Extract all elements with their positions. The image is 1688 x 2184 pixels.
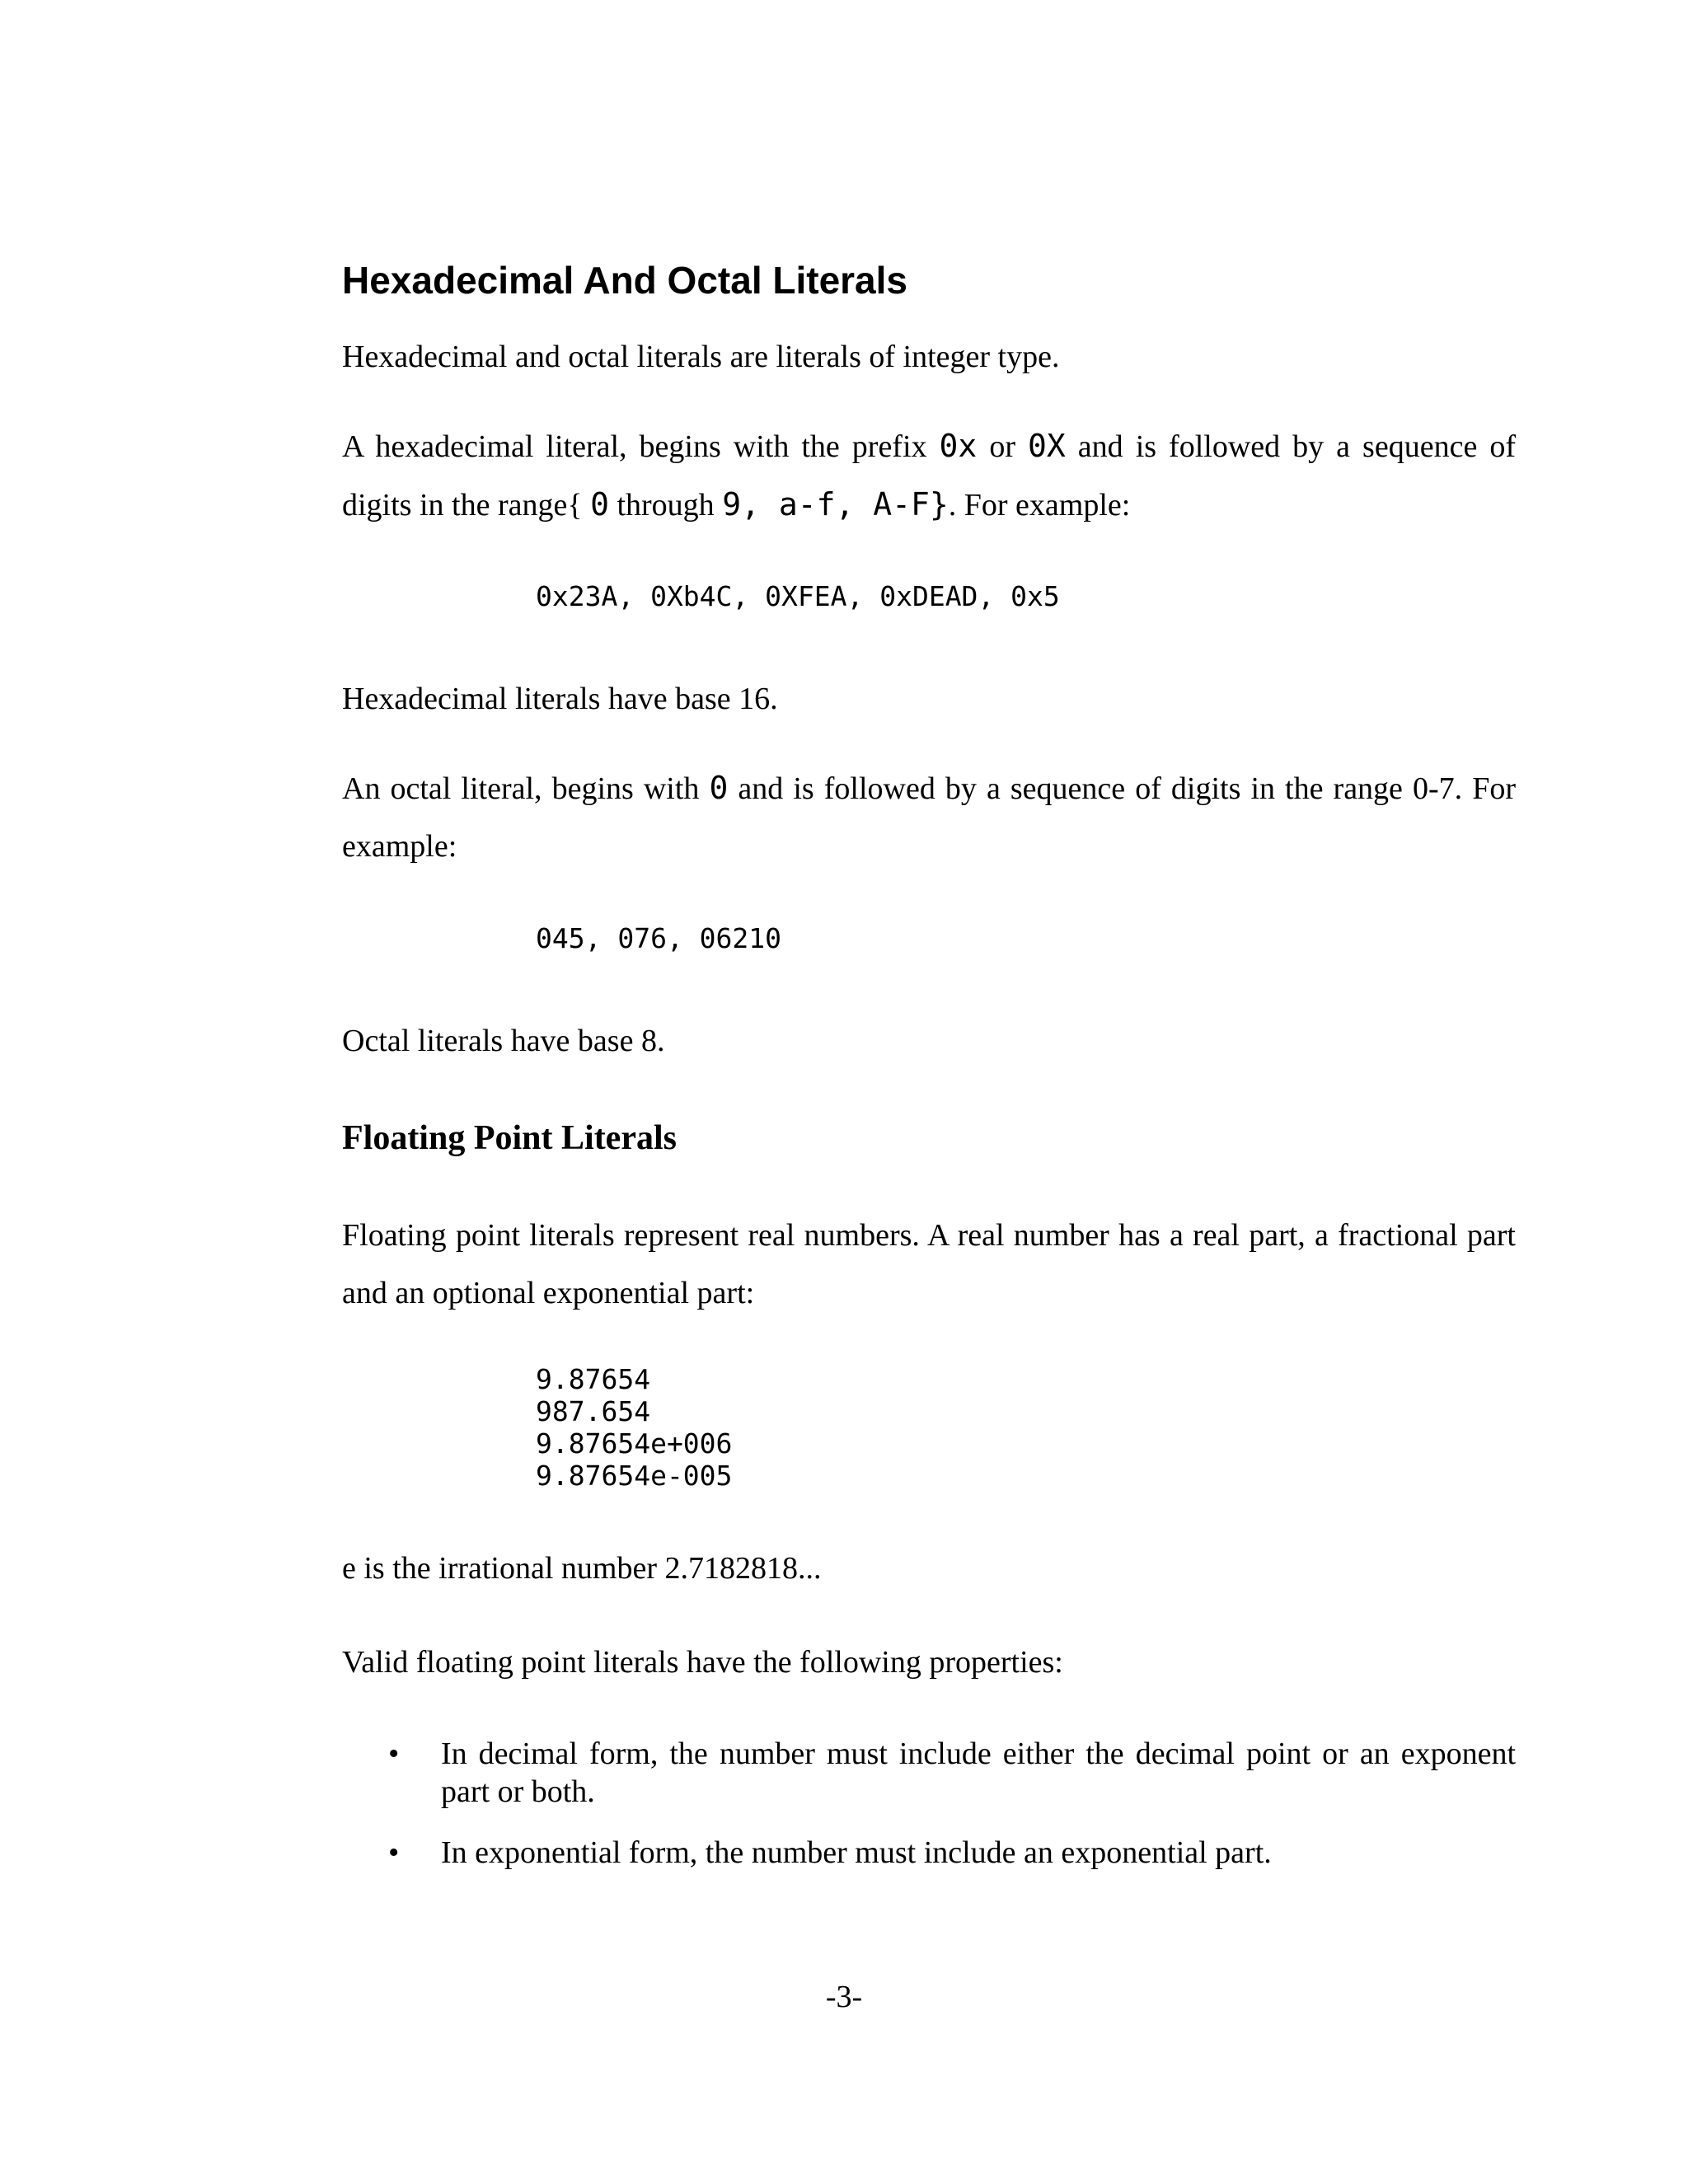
octal-zero: 0	[709, 770, 729, 806]
hex-octal-intro: Hexadecimal and octal literals are literals of integer type.	[342, 340, 1060, 374]
float-example-line: 9.87654e+006	[536, 1427, 733, 1460]
list-item-text: In exponential form, the number must include an exponential part.	[441, 1835, 1272, 1870]
bullet-icon: •	[388, 1736, 400, 1771]
hex-prefix-upper: 0X	[1028, 428, 1066, 464]
page-number: -3-	[825, 1980, 863, 2014]
floating-point-intro: Floating point literals represent real numbers. A real number has a real part, a fractional part and an optional exponential part:	[342, 1218, 1516, 1310]
float-example-line: 9.87654e-005	[536, 1460, 733, 1492]
e-constant-note: e is the irrational number 2.7182818...	[342, 1551, 822, 1586]
hex-zero: 0	[590, 486, 609, 523]
hex-text-3: and is followed by a sequence of digits in the range{	[342, 429, 1516, 523]
list-item-text: In decimal form, the number must include either the decimal point or an exponent part or both.	[441, 1736, 1516, 1809]
hex-text-4: through	[608, 488, 723, 523]
floating-point-examples	[536, 1363, 732, 1492]
hex-text-5: . For example:	[948, 488, 1131, 523]
float-example-line: 9.87654	[536, 1363, 651, 1395]
section-heading-floating-point: Floating Point Literals	[342, 1119, 677, 1157]
hex-text-2: or	[977, 429, 1029, 464]
hex-literal-paragraph	[342, 417, 1516, 534]
hex-prefix-lower: 0x	[939, 428, 978, 464]
hex-base-note: Hexadecimal literals have base 16.	[342, 682, 778, 716]
properties-intro: Valid floating point literals have the following properties:	[342, 1645, 1063, 1680]
octal-text-1: An octal literal, begins with	[342, 771, 710, 806]
octal-text-2: and is followed by a sequence of digits in the range 0-7. For example:	[342, 771, 1516, 864]
list-item	[342, 1834, 1516, 1872]
float-example-line: 987.654	[536, 1395, 651, 1427]
properties-list	[342, 1735, 1516, 1872]
section-heading-hex-octal: Hexadecimal And Octal Literals	[342, 259, 908, 302]
octal-base-note: Octal literals have base 8.	[342, 1024, 665, 1058]
octal-example-code: 045, 076, 06210	[536, 922, 782, 954]
hex-range: 9, a-f, A-F}	[722, 486, 949, 523]
hex-example-code: 0x23A, 0Xb4C, 0XFEA, 0xDEAD, 0x5	[536, 580, 1060, 612]
hex-text-1: A hexadecimal literal, begins with the prefix	[342, 429, 940, 464]
bullet-icon: •	[388, 1835, 400, 1870]
list-item	[342, 1735, 1516, 1811]
octal-literal-paragraph	[342, 759, 1516, 875]
